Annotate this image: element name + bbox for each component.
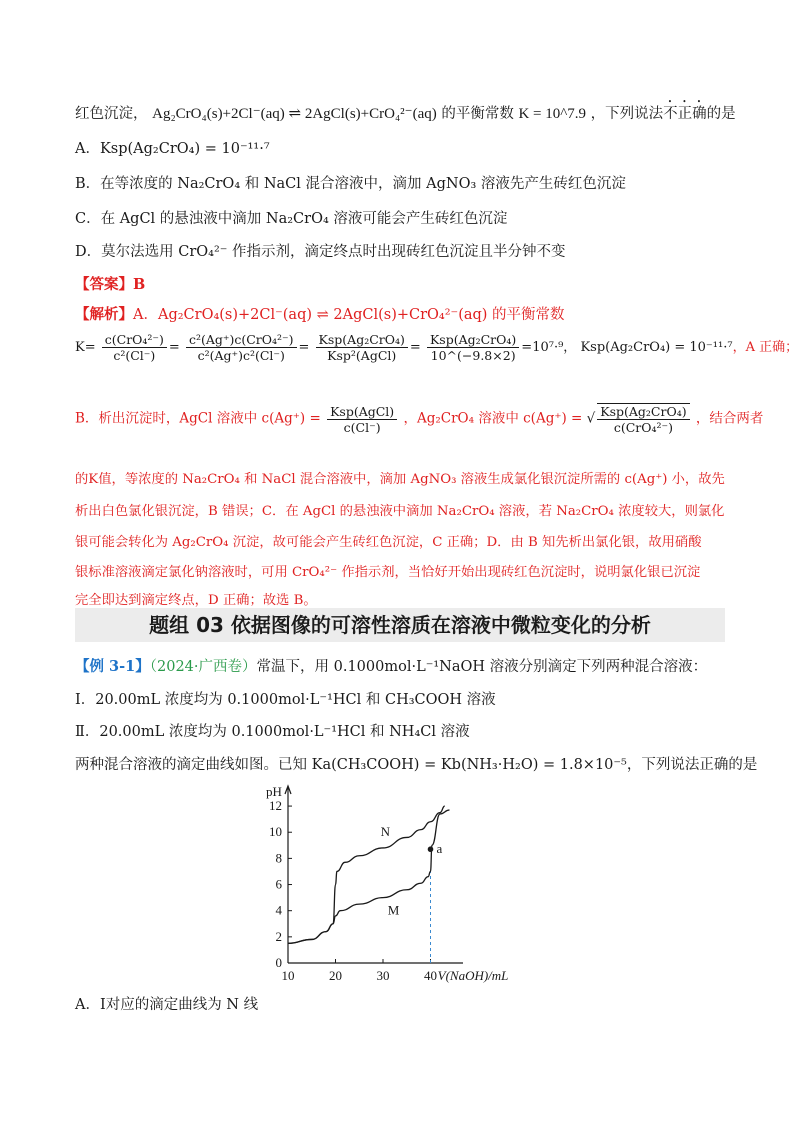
y-tick-label: 4 [275,902,282,918]
chart-labels [266,784,508,983]
ksp-value: Ksp(Ag₂CrO₄) = 10⁻¹¹·⁷ [580,340,733,355]
stem-mid: 的平衡常数 [441,106,514,122]
curve-label-N: N [380,824,391,840]
curve-M [288,810,450,943]
analysis-tag: 【解析】 [75,306,133,323]
frac-denominator: c²(Ag⁺)c²(Cl⁻) [197,348,285,363]
x-tick-label: 40 [424,968,437,983]
k-derivation: K= $\frac{\text{c(CrO₄²⁻)}}{\text{c²(Cl⁻)}}$ = $\frac{\text{c²(Ag⁺)c(CrO₄²⁻)}}{\text{c²(Ag⁺)c²(Cl⁻)}}$ = $\frac{\text{Ksp(Ag₂CrO₄)}}{\text{Ksp²(AgCl)}}$ = $\frac{\text{Ksp(Ag₂CrO₄)}}{10\^{}(-9.8\times 2)}$ =10⁷·⁹， Ksp(Ag₂CrO₄) = 10⁻¹¹·⁷，A 正确； [75,332,799,363]
analysis-lead-text: A．Ag₂CrO₄(s)+2Cl⁻(aq) ⇌ 2AgCl(s)+CrO₄²⁻(aq) 的平衡常数 [133,307,565,323]
chart-series [288,806,450,963]
section-title: 题组 03 依据图像的可溶性溶质在溶液中微粒变化的分析 [75,608,725,642]
frac-numerator: Ksp(AgCl) [327,404,397,420]
x-axis-label: V(NaOH)/mL [437,968,509,983]
b-text-2: ，Ag₂CrO₄ 溶液中 c(Ag⁺) = [403,410,583,427]
stem-reaction: Ag₂CrO₄(s)+2Cl⁻(aq) ⇌ 2AgCl(s)+CrO₄²⁻(aq) [152,106,437,122]
frac-numerator: Ksp(Ag₂CrO₄) [597,404,689,420]
analysis-p2: 的K值，等浓度的 Na₂CrO₄ 和 NaCl 混合溶液中，滴加 AgNO₃ 溶液生成氯化银沉淀所需的 c(Ag⁺) 小，故先 [75,472,725,487]
question-stem [75,98,736,123]
x-tick-label: 20 [329,968,342,983]
b-fraction-2 [597,403,689,435]
k-value: =10⁷·⁹， [521,340,577,355]
stem-emphasis: 不正确 [663,106,707,122]
x-tick-label: 30 [376,968,390,983]
example-text: 常温下，用 0.1000mol·L⁻¹NaOH 溶液分别滴定下列两种混合溶液： [256,659,708,675]
k-lhs: K= [75,340,96,355]
y-tick-label: 2 [275,928,282,944]
y-axis-label: pH [266,784,282,799]
example-tag: 【例 3-1】 [75,658,150,675]
k-fraction-2 [186,332,297,363]
y-tick-label: 8 [275,850,282,866]
b-fraction-1 [327,404,397,435]
x-tick-label: 10 [281,968,295,983]
frac-denominator: c²(Cl⁻) [113,348,156,363]
option-a: A．Ksp(Ag₂CrO₄) = 10⁻¹¹·⁷ [75,141,270,157]
frac-denominator: 10^(−9.8×2) [430,348,516,363]
stem-suffix-b: 的是 [706,106,736,122]
k-fraction-3 [316,332,408,363]
example-item-2: Ⅱ．20.00mL 浓度均为 0.1000mol·L⁻¹HCl 和 NH₄Cl 溶液 [75,724,470,740]
y-tick-label: 6 [275,876,282,892]
analysis-p3: 析出白色氯化银沉淀，B 错误；C．在 AgCl 的悬浊液中滴加 Na₂CrO₄ 溶液，若 Na₂CrO₄ 浓度较大，则氯化 [75,504,725,519]
y-tick-label: 12 [269,798,282,814]
example-item-1: Ⅰ．20.00mL 浓度均为 0.1000mol·L⁻¹HCl 和 CH₃COOH 溶液 [75,692,496,708]
option-d: D．莫尔法选用 CrO₄²⁻ 作指示剂，滴定终点时出现砖红色沉淀且半分钟不变 [75,244,566,260]
y-tick-label: 0 [275,955,282,970]
curve-N [288,806,445,943]
frac-numerator: c(CrO₄²⁻) [102,332,167,348]
curve-label-M: M [387,902,400,918]
stem-prefix: 红色沉淀， [75,106,148,122]
answer: 【答案】B [75,276,146,293]
b-text-1: B．析出沉淀时，AgCl 溶液中 c(Ag⁺) = [75,410,321,427]
frac-denominator: c(CrO₄²⁻) [613,420,674,435]
analysis-p5: 银标准溶液滴定氯化钠溶液时，可用 CrO₄²⁻ 作指示剂，当恰好开始出现砖红色沉淀时，说明氯化银已沉淀 [75,565,701,580]
a-correct: ，A 正确； [732,340,799,355]
analysis-p6: 完全即达到滴定终点，D 正确；故选 B。 [75,593,317,608]
example-source: （2024·广西卷） [149,659,257,675]
analysis-b: B．析出沉淀时，AgCl 溶液中 c(Ag⁺) = $\frac{\text{Ksp(AgCl)}}{c(Cl^-)}$ ，Ag₂CrO₄ 溶液中 c(Ag⁺) = √ $\frac{\text{Ksp(Ag₂CrO₄)}}{\text{c(CrO₄²⁻)}}$ ，结合两者 [75,403,764,435]
example-option-a: A．Ⅰ对应的滴定曲线为 N 线 [75,997,259,1013]
option-b: B．在等浓度的 Na₂CrO₄ 和 NaCl 混合溶液中，滴加 AgNO₃ 溶液先产生砖红色沉淀 [75,176,626,192]
example-given: 两种混合溶液的滴定曲线如图。已知 Ka(CH₃COOH) = Kb(NH₃·H₂O) = 1.8×10⁻⁵，下列说法正确的是 [75,757,758,773]
stem-k: K = 10^7.9 [518,106,587,122]
stem-suffix-a: ，下列说法 [590,106,664,122]
analysis-p4: 银可能会转化为 Ag₂CrO₄ 沉淀，故可能会产生砖红色沉淀，C 正确；D．由 B 知先析出氯化银，故用硝酸 [75,535,702,550]
titration-chart [255,780,555,990]
frac-numerator: c²(Ag⁺)c(CrO₄²⁻) [186,332,297,348]
frac-denominator: Ksp²(AgCl) [327,348,397,363]
analysis-lead [75,303,565,324]
frac-numerator: Ksp(Ag₂CrO₄) [316,332,408,348]
chart-axes [285,786,463,963]
point-a-label: a [436,841,443,857]
k-fraction-4 [427,332,519,363]
y-tick-label: 10 [269,824,282,840]
option-c: C．在 AgCl 的悬浊液中滴加 Na₂CrO₄ 溶液可能会产生砖红色沉淀 [75,211,508,227]
frac-denominator: c(Cl⁻) [343,419,381,435]
b-text-3: ，结合两者 [695,410,764,427]
k-fraction-1 [102,332,167,363]
frac-numerator: Ksp(Ag₂CrO₄) [427,332,519,348]
example-intro [75,655,707,676]
point-a [428,846,434,852]
